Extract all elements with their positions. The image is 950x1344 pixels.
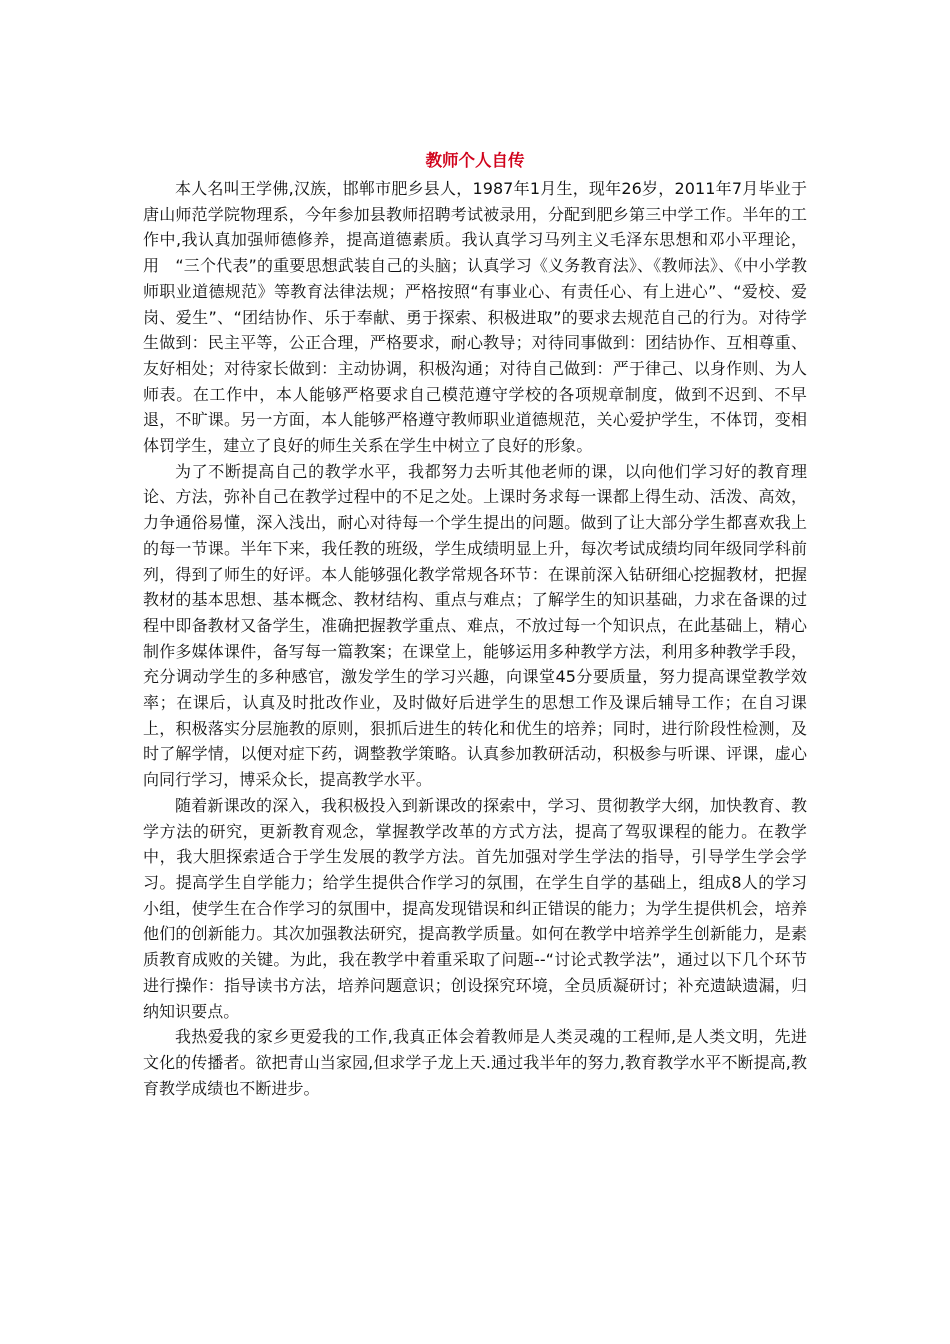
paragraph-teaching: 为了不断提高自己的教学水平，我都努力去听其他老师的课，以向他们学习好的教育理论、方法，弥补自己在教学过程中的不足之处。上课时务求每一课都上得生动、活泼、高效，力争通俗易懂，深入浅出，耐心对待每一个学生提出的问题。做到了让大部分学生都喜欢我上的每一节课。半年下来，我任教的班级，学生成绩明显上升，每次考试成绩均同年级同学科前列，得到了师生的好评。本人能够强化教学常规各环节：在课前深入钻研细心挖掘教材，把握教材的基本思想、基本概念、教材结构、重点与难点；了解学生的知识基础，力求在备课的过程中即备教材又备学生，准确把握教学重点、难点，不放过每一个知识点，在此基础上，精心制作多媒体课件，备写每一篇教案；在课堂上，能够运用多种教学方法，利用多种教学手段，充分调动学生的多种感官，激发学生的学习兴趣，向课堂45分要质量，努力提高课堂教学效率；在课后，认真及时批改作业，及时做好后进学生的思想工作及课后辅导工作；在自习课上，积极落实分层施教的原则，狠抓后进生的转化和优生的培养；同时，进行阶段性检测，及时了解学情，以便对症下药，调整教学策略。认真参加教研活动，积极参与听课、评课，虚心向同行学习，博采众长，提高教学水平。 [143,461,807,790]
paragraph-curriculum-reform: 随着新课改的深入，我积极投入到新课改的探索中，学习、贯彻教学大纲，加快教育、教学方法的研究，更新教育观念，掌握教学改革的方式方法，提高了驾驭课程的能力。在教学中，我大胆探索适合于学生发展的教学方法。首先加强对学生学法的指导，引导学生学会学习。提高学生自学能力；给学生提供合作学习的氛围，在学生自学的基础上，组成8人的学习小组，使学生在合作学习的氛围中，提高发现错误和纠正错误的能力；为学生提供机会，培养他们的创新能力。其次加强教法研究，提高教学质量。如何在教学中培养学生创新能力，是素质教育成败的关键。为此，我在教学中着重采取了问题--“讨论式教学法”，通过以下几个环节进行操作：指导读书方法，培养问题意识；创设探究环境，全员质凝研讨；补充遗缺遗漏，归纳知识要点。 [143,795,807,1021]
paragraph-intro: 本人名叫王学佛,汉族，邯郸市肥乡县人，1987年1月生，现年26岁，2011年7月毕业于唐山师范学院物理系，今年参加县教师招聘考试被录用，分配到肥乡第三中学工作。半年的工作中,我认真加强师德修养，提高道德素质。我认真学习马列主义毛泽东思想和邓小平理论，用 “三个代表”的重要思想武装自己的头脑；认真学习《义务教育法》、《教师法》、《中小学教师职业道德规范》等教育法律法规；严格按照“有事业心、有责任心、有上进心”、“爱校、爱岗、爱生”、“团结协作、乐于奉献、勇于探索、积极进取”的要求去规范自己的行为。对待学生做到：民主平等，公正合理，严格要求，耐心教导；对待同事做到：团结协作、互相尊重、友好相处；对待家长做到：主动协调，积极沟通；对待自己做到：严于律己、以身作则、为人师表。在工作中，本人能够严格要求自己模范遵守学校的各项规章制度，做到不迟到、不早退，不旷课。另一方面，本人能够严格遵守教师职业道德规范，关心爱护学生，不体罚，变相体罚学生，建立了良好的师生关系在学生中树立了良好的形象。 [143,179,807,456]
document-title: 教师个人自传 [425,151,525,170]
document-body [143,148,807,1101]
paragraph-conclusion: 我热爱我的家乡更爱我的工作,我真正体会着教师是人类灵魂的工程师,是人类文明，先进文化的传播者。欲把青山当家园,但求学子龙上天.通过我半年的努力,教育教学水平不断提高,教育教学成绩也不断进步。 [143,1027,807,1098]
